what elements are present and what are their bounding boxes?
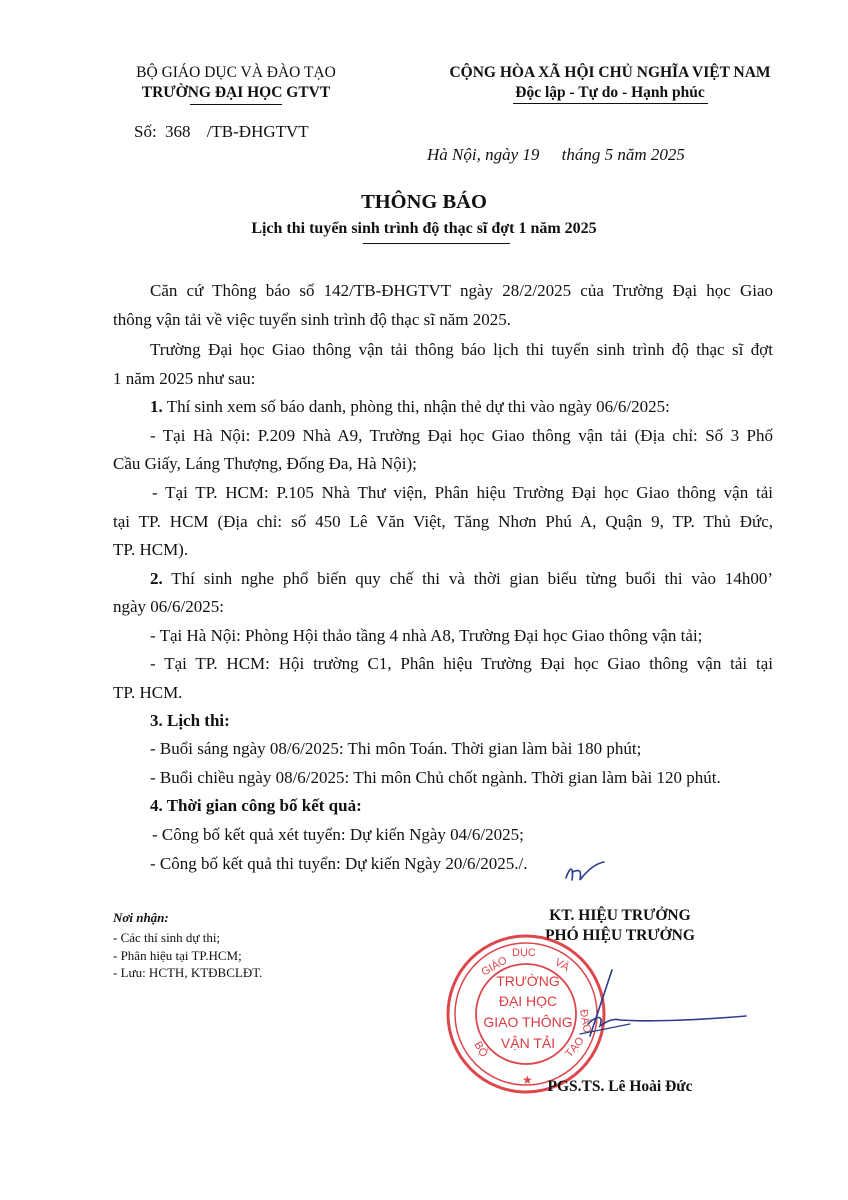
recipient-item: - Các thí sinh dự thi; (113, 930, 221, 945)
country-name: CỘNG HÒA XÃ HỘI CHỦ NGHĨA VIỆT NAM (449, 64, 771, 81)
signer-role-2: PHÓ HIỆU TRƯỞNG (545, 927, 695, 944)
title-underline (363, 243, 510, 244)
paragraph-2-line-1: Trường Đại học Giao thông vận tải thông báo lịch thi tuyển sinh trình độ thạc sĩ đợt (150, 340, 773, 359)
section-1-number: 1. (150, 397, 163, 416)
document-date (427, 143, 685, 167)
section-2-hcm-line-1: - Tại TP. HCM: Hội trường C1, Phân hiệu Trường Đại học Giao thông vận tải tại (150, 654, 773, 673)
section-2-hcm-line-2: TP. HCM. (113, 683, 183, 702)
recipients-title: Nơi nhận: (113, 910, 169, 925)
section-1-heading (150, 395, 670, 419)
date-suffix: tháng 5 năm 2025 (561, 145, 685, 164)
section-1-hcm-line-2: tại TP. HCM (Địa chỉ: số 450 Lê Văn Việt, Tăng Nhơn Phú A, Quận 9, TP. Thủ Đức, (113, 512, 773, 531)
section-4-heading: 4. Thời gian công bố kết quả: (150, 796, 362, 815)
section-2-line-2: ngày 06/6/2025: (113, 597, 224, 616)
svg-text:ĐÀO: ĐÀO (577, 1008, 594, 1035)
svg-text:GIÁO: GIÁO (479, 954, 510, 979)
section-1-hcm-line-3: TP. HCM). (113, 540, 189, 559)
notice-subtitle: Lịch thi tuyển sinh trình độ thạc sĩ đợt 1 năm 2025 (251, 220, 597, 237)
svg-text:DỤC: DỤC (512, 947, 536, 959)
handwritten-signature (560, 964, 750, 1054)
exam-morning: - Buổi sáng ngày 08/6/2025: Thi môn Toán. Thời gian làm bài 180 phút; (150, 739, 642, 758)
motto: Độc lập - Tự do - Hạnh phúc (515, 84, 705, 101)
number-value: 368 (164, 122, 191, 141)
number-code: /TB-ĐHGTVT (206, 122, 309, 141)
paragraph-1-line-1: Căn cứ Thông báo số 142/TB-ĐHGTVT ngày 28/2/2025 của Trường Đại học Giao (150, 281, 773, 300)
seal-line: VẬN TẢI (500, 1035, 556, 1051)
section-1-hanoi-line-1: - Tại Hà Nội: P.209 Nhà A9, Trường Đại học Giao thông vận tải (Địa chỉ: Số 3 Phố (150, 426, 773, 445)
section-2-text: Thí sinh nghe phổ biến quy chế thi và thời gian biểu từng buổi thi vào 14h00’ (171, 569, 773, 588)
date-prefix: Hà Nội, ngày 19 (427, 145, 540, 164)
section-2-line-1 (150, 567, 773, 591)
exam-afternoon: - Buổi chiều ngày 08/6/2025: Thi môn Chủ chốt ngành. Thời gian làm bài 120 phút. (150, 768, 721, 787)
svg-text:TẠO: TẠO (563, 1034, 587, 1060)
section-1-hanoi-line-2: Cầu Giấy, Láng Thượng, Đống Đa, Hà Nội); (113, 454, 417, 473)
initials-mark (560, 858, 610, 888)
result-review: - Công bố kết quả xét tuyển: Dự kiến Ngày 04/6/2025; (152, 825, 524, 844)
ministry-name: BỘ GIÁO DỤC VÀ ĐÀO TẠO (136, 64, 336, 81)
recipient-item: - Phân hiệu tại TP.HCM; (113, 948, 242, 963)
paragraph-2-line-2: 1 năm 2025 như sau: (113, 369, 256, 388)
signer-name: PGS.TS. Lê Hoài Đức (547, 1078, 693, 1095)
section-1-text: Thí sinh xem số báo danh, phòng thi, nhận thẻ dự thi vào ngày 06/6/2025: (166, 397, 670, 416)
section-3-heading: 3. Lịch thi: (150, 711, 230, 730)
signer-role-1: KT. HIỆU TRƯỞNG (549, 907, 691, 924)
section-1-hcm-line-1: - Tại TP. HCM: P.105 Nhà Thư viện, Phân hiệu Trường Đại học Giao thông vận tải (152, 483, 773, 502)
seal-line: ĐẠI HỌC (498, 993, 558, 1009)
document-number (134, 120, 309, 144)
svg-text:★: ★ (522, 1073, 533, 1087)
svg-text:BỘ: BỘ (471, 1039, 490, 1060)
paragraph-1-line-2: thông vận tải về việc tuyển sinh trình độ thạc sĩ năm 2025. (113, 310, 512, 329)
seal-line: TRƯỜNG (496, 973, 560, 989)
section-2-number: 2. (150, 569, 163, 588)
result-exam: - Công bố kết quả thi tuyển: Dự kiến Ngày 20/6/2025./. (150, 854, 528, 873)
seal-line: GIAO THÔNG (483, 1014, 573, 1030)
svg-text:VÀ: VÀ (552, 956, 572, 974)
notice-title: THÔNG BÁO (361, 191, 487, 213)
number-label: Số: (134, 122, 157, 141)
section-2-hanoi: - Tại Hà Nội: Phòng Hội thảo tầng 4 nhà A8, Trường Đại học Giao thông vận tải; (150, 626, 703, 645)
motto-underline (513, 103, 708, 104)
university-name: TRƯỜNG ĐẠI HỌC GTVT (141, 84, 331, 101)
recipient-item: - Lưu: HCTH, KTĐBCLĐT. (113, 965, 263, 980)
university-underline (190, 104, 282, 105)
